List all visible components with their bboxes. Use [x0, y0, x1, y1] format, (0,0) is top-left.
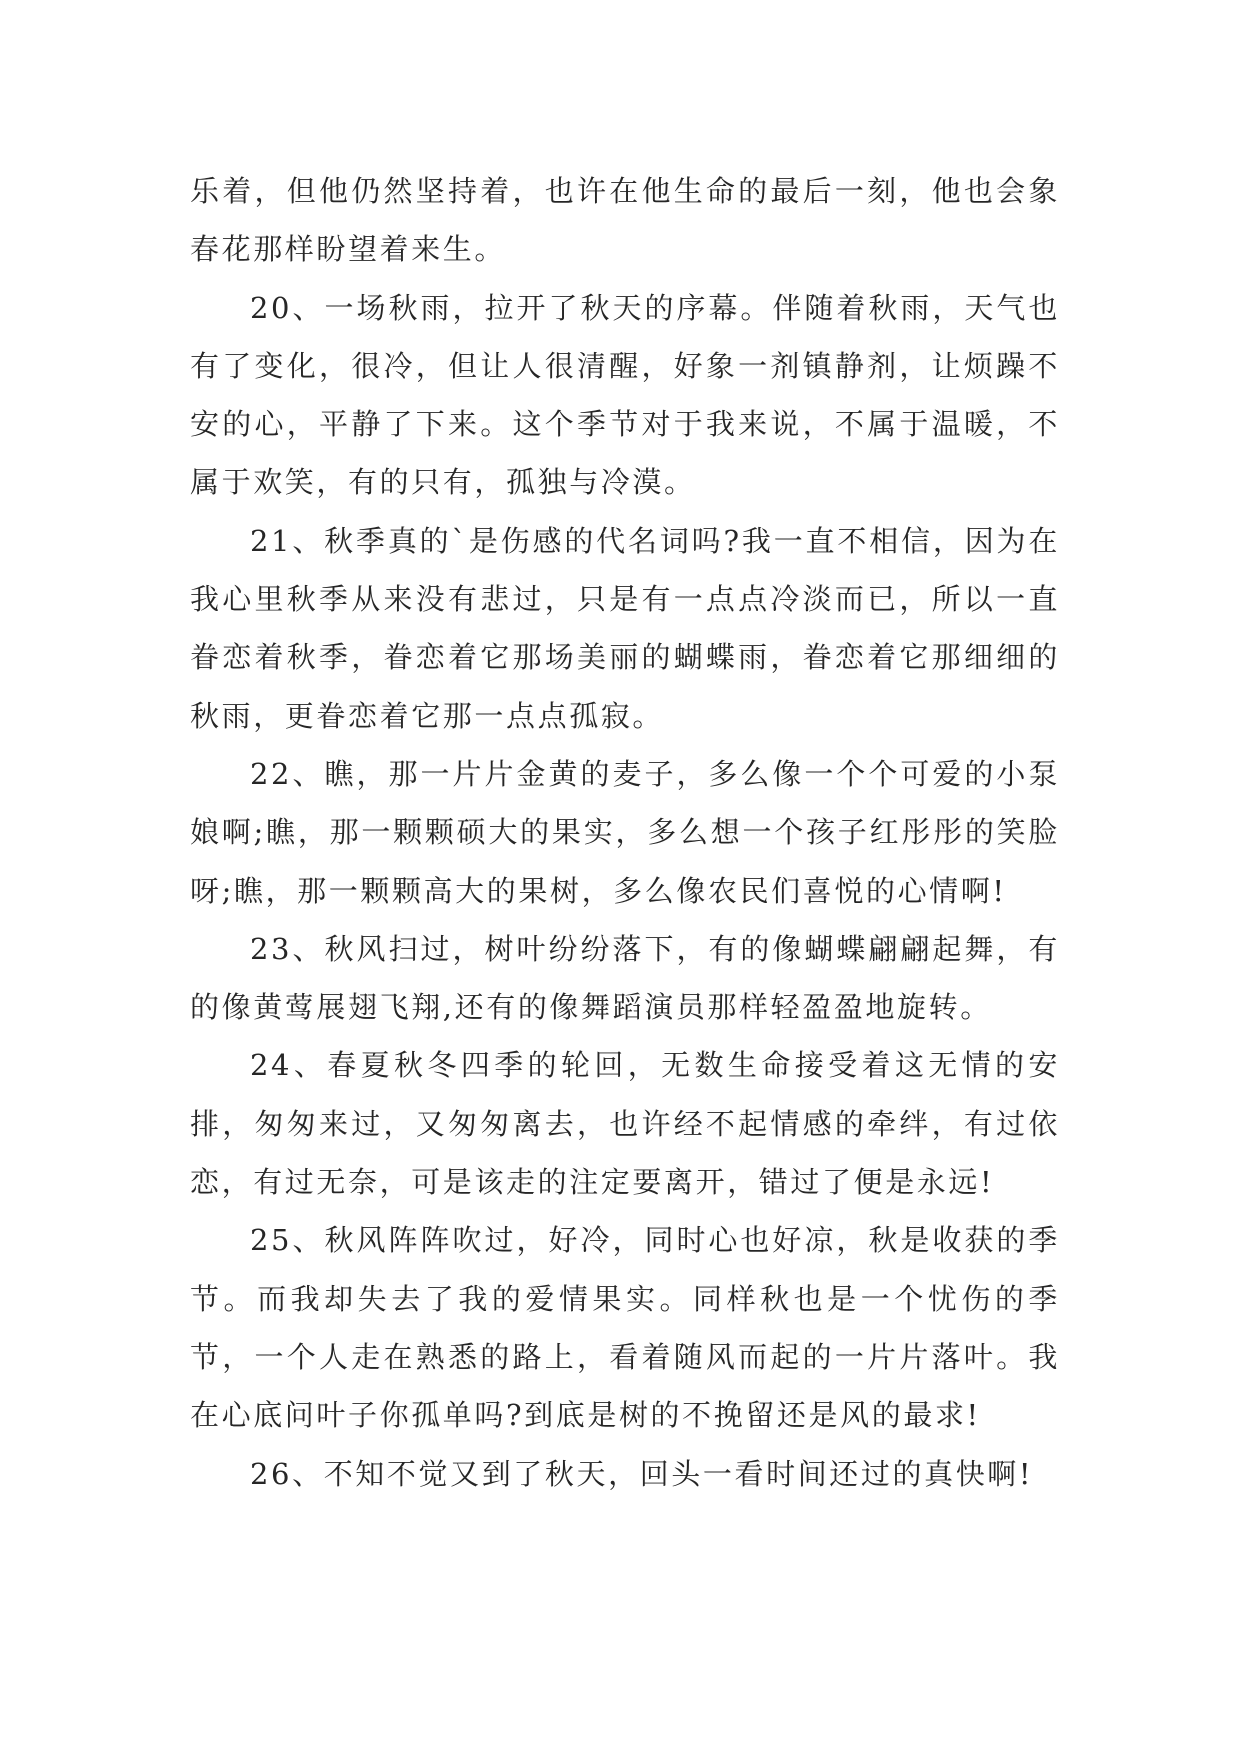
- paragraph-22: 22、瞧，那一片片金黄的麦子，多么像一个个可爱的小泵娘啊;瞧，那一颗颗硕大的果实，多么想一个孩子红彤彤的笑脸呀;瞧，那一颗颗高大的果树，多么像农民们喜悦的心情啊!: [190, 756, 1060, 908]
- document-body: [190, 162, 1060, 1503]
- paragraph-25: 25、秋风阵阵吹过，好冷，同时心也好凉，秋是收获的季节。而我却失去了我的爱情果实。同样秋也是一个忧伤的季节，一个人走在熟悉的路上，看着随风而起的一片片落叶。我在心底问叶子你孤单吗?到底是树的不挽留还是风的最求!: [190, 1223, 1060, 1433]
- paragraph-26: 26、不知不觉又到了秋天，回头一看时间还过的真快啊!: [250, 1456, 1034, 1491]
- paragraph-20: 20、一场秋雨，拉开了秋天的序幕。伴随着秋雨，天气也有了变化，很冷，但让人很清醒，好象一剂镇静剂，让烦躁不安的心，平静了下来。这个季节对于我来说，不属于温暖，不属于欢笑，有的只有，孤独与冷漠。: [190, 290, 1060, 500]
- paragraph-23: 23、秋风扫过，树叶纷纷落下，有的像蝴蝶翩翩起舞，有的像黄莺展翅飞翔,还有的像舞蹈演员那样轻盈盈地旋转。: [190, 931, 1060, 1025]
- paragraph-24: 24、春夏秋冬四季的轮回，无数生命接受着这无情的安排，匆匆来过，又匆匆离去，也许经不起情感的牵绊，有过依恋，有过无奈，可是该走的注定要离开，错过了便是永远!: [190, 1048, 1060, 1200]
- paragraph-19-continued: 乐着，但他仍然坚持着，也许在他生命的最后一刻，他也会象春花那样盼望着来生。: [190, 174, 1060, 267]
- paragraph-21: 21、秋季真的`是伤感的代名词吗?我一直不相信，因为在我心里秋季从来没有悲过，只是有一点点冷淡而已，所以一直眷恋着秋季，眷恋着它那场美丽的蝴蝶雨，眷恋着它那细细的秋雨，更眷恋着它那一点点孤寂。: [190, 523, 1060, 733]
